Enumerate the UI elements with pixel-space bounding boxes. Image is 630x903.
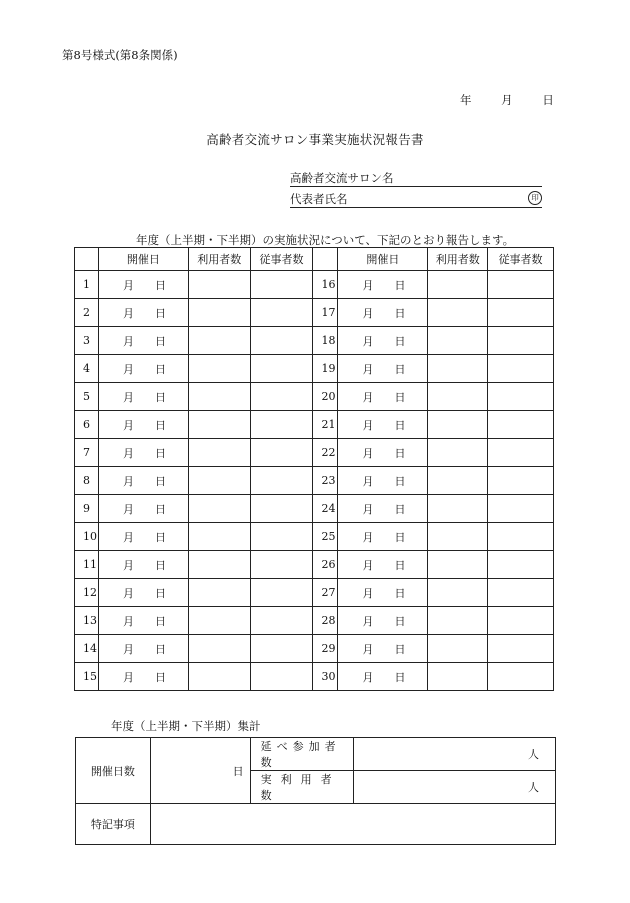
date-cell[interactable] — [338, 439, 428, 467]
month-mark: 月 — [122, 334, 134, 348]
row-number: 16 — [313, 271, 338, 299]
staff-cell[interactable] — [488, 271, 554, 299]
total-participants-label: 延べ参加者数 — [250, 738, 354, 771]
date-cell[interactable] — [98, 383, 188, 411]
staff-cell[interactable] — [488, 607, 554, 635]
month-mark: 月 — [362, 446, 374, 460]
header-blank — [75, 248, 99, 271]
users-cell[interactable] — [188, 271, 250, 299]
report-table-body — [75, 271, 554, 691]
day-mark: 日 — [154, 614, 166, 628]
day-mark: 日 — [154, 418, 166, 432]
day-mark: 日 — [394, 642, 406, 656]
row-number: 18 — [313, 327, 338, 355]
salon-name-field[interactable] — [290, 170, 542, 187]
day-mark: 日 — [154, 474, 166, 488]
date-month-mark: 月 — [501, 93, 513, 107]
date-cell[interactable] — [98, 467, 188, 495]
row-number: 5 — [75, 383, 99, 411]
date-cell[interactable] — [98, 439, 188, 467]
month-mark: 月 — [362, 586, 374, 600]
row-number: 21 — [313, 411, 338, 439]
staff-cell[interactable] — [488, 495, 554, 523]
users-cell[interactable] — [188, 607, 250, 635]
staff-cell[interactable] — [250, 663, 313, 691]
header-date: 開催日 — [98, 248, 188, 271]
person-unit: 人 — [528, 781, 539, 794]
staff-cell[interactable] — [488, 523, 554, 551]
header-staff: 従事者数 — [250, 248, 313, 271]
row-number: 25 — [313, 523, 338, 551]
staff-cell[interactable] — [250, 635, 313, 663]
report-table — [74, 247, 554, 691]
month-mark: 月 — [122, 586, 134, 600]
users-cell[interactable] — [428, 495, 488, 523]
date-cell[interactable] — [98, 607, 188, 635]
date-cell[interactable] — [338, 467, 428, 495]
submission-date — [460, 92, 554, 108]
staff-cell[interactable] — [488, 663, 554, 691]
staff-cell[interactable] — [250, 523, 313, 551]
users-cell[interactable] — [428, 383, 488, 411]
row-number: 28 — [313, 607, 338, 635]
month-mark: 月 — [362, 614, 374, 628]
staff-cell[interactable] — [488, 579, 554, 607]
staff-cell[interactable] — [250, 467, 313, 495]
users-cell[interactable] — [188, 411, 250, 439]
month-mark: 月 — [362, 418, 374, 432]
month-mark: 月 — [362, 558, 374, 572]
staff-cell[interactable] — [488, 439, 554, 467]
users-cell[interactable] — [188, 383, 250, 411]
row-number: 14 — [75, 635, 99, 663]
date-cell[interactable] — [338, 523, 428, 551]
table-row — [75, 607, 554, 635]
month-mark: 月 — [122, 306, 134, 320]
actual-users-label: 実利用者数 — [250, 771, 354, 804]
day-mark: 日 — [154, 670, 166, 684]
table-row — [75, 663, 554, 691]
date-cell[interactable] — [338, 495, 428, 523]
row-number: 8 — [75, 467, 99, 495]
row-number: 7 — [75, 439, 99, 467]
date-cell[interactable] — [98, 327, 188, 355]
date-cell[interactable] — [98, 663, 188, 691]
row-number: 13 — [75, 607, 99, 635]
staff-cell[interactable] — [488, 411, 554, 439]
users-cell[interactable] — [428, 411, 488, 439]
row-number: 2 — [75, 299, 99, 327]
row-number: 12 — [75, 579, 99, 607]
header-users: 利用者数 — [188, 248, 250, 271]
day-mark: 日 — [394, 390, 406, 404]
users-cell[interactable] — [188, 355, 250, 383]
date-cell[interactable] — [98, 495, 188, 523]
users-cell[interactable] — [428, 271, 488, 299]
month-mark: 月 — [122, 474, 134, 488]
day-mark: 日 — [154, 558, 166, 572]
users-cell[interactable] — [188, 579, 250, 607]
representative-name-field[interactable] — [290, 191, 542, 208]
row-number: 29 — [313, 635, 338, 663]
date-cell[interactable] — [98, 355, 188, 383]
date-cell[interactable] — [338, 663, 428, 691]
row-number: 26 — [313, 551, 338, 579]
staff-cell[interactable] — [488, 299, 554, 327]
users-cell[interactable] — [428, 635, 488, 663]
staff-cell[interactable] — [250, 271, 313, 299]
table-row — [75, 495, 554, 523]
users-cell[interactable] — [428, 579, 488, 607]
day-mark: 日 — [154, 586, 166, 600]
month-mark: 月 — [362, 278, 374, 292]
header-staff: 従事者数 — [488, 248, 554, 271]
users-cell[interactable] — [188, 551, 250, 579]
month-mark: 月 — [122, 642, 134, 656]
summary-label: 年度（上半期・下半期）集計 — [111, 719, 261, 733]
staff-cell[interactable] — [250, 607, 313, 635]
users-cell[interactable] — [188, 327, 250, 355]
date-cell[interactable] — [98, 635, 188, 663]
day-mark: 日 — [154, 530, 166, 544]
table-row — [75, 467, 554, 495]
date-cell[interactable] — [338, 411, 428, 439]
month-mark: 月 — [362, 390, 374, 404]
notes-label: 特記事項 — [76, 804, 151, 845]
day-mark: 日 — [154, 502, 166, 516]
users-cell[interactable] — [428, 439, 488, 467]
header-users: 利用者数 — [428, 248, 488, 271]
users-cell[interactable] — [428, 523, 488, 551]
staff-cell[interactable] — [488, 383, 554, 411]
date-cell[interactable] — [98, 299, 188, 327]
staff-cell[interactable] — [488, 355, 554, 383]
month-mark: 月 — [122, 362, 134, 376]
row-number: 23 — [313, 467, 338, 495]
row-number: 10 — [75, 523, 99, 551]
date-cell[interactable] — [338, 383, 428, 411]
date-day-mark: 日 — [542, 93, 554, 107]
representative-name-label: 代表者氏名 — [290, 192, 348, 206]
table-row — [75, 383, 554, 411]
day-mark: 日 — [394, 474, 406, 488]
month-mark: 月 — [362, 474, 374, 488]
day-mark: 日 — [394, 614, 406, 628]
users-cell[interactable] — [428, 355, 488, 383]
date-cell[interactable] — [338, 635, 428, 663]
table-row — [75, 299, 554, 327]
day-mark: 日 — [154, 306, 166, 320]
day-mark: 日 — [394, 670, 406, 684]
month-mark: 月 — [122, 390, 134, 404]
month-mark: 月 — [122, 558, 134, 572]
month-mark: 月 — [362, 642, 374, 656]
table-row — [75, 635, 554, 663]
date-cell[interactable] — [338, 327, 428, 355]
month-mark: 月 — [122, 418, 134, 432]
day-mark: 日 — [394, 278, 406, 292]
date-year-mark: 年 — [460, 93, 472, 107]
day-mark: 日 — [394, 502, 406, 516]
month-mark: 月 — [122, 278, 134, 292]
staff-cell[interactable] — [250, 495, 313, 523]
month-mark: 月 — [122, 446, 134, 460]
day-mark: 日 — [394, 362, 406, 376]
days-label: 開催日数 — [76, 738, 151, 804]
day-mark: 日 — [394, 558, 406, 572]
staff-cell[interactable] — [250, 383, 313, 411]
staff-cell[interactable] — [488, 327, 554, 355]
month-mark: 月 — [122, 614, 134, 628]
date-cell[interactable] — [338, 607, 428, 635]
month-mark: 月 — [362, 530, 374, 544]
users-cell[interactable] — [188, 635, 250, 663]
row-number: 17 — [313, 299, 338, 327]
table-row — [75, 579, 554, 607]
day-mark: 日 — [154, 642, 166, 656]
users-cell[interactable] — [188, 467, 250, 495]
summary-table — [75, 737, 556, 845]
month-mark: 月 — [362, 670, 374, 684]
month-mark: 月 — [122, 530, 134, 544]
table-row — [75, 355, 554, 383]
report-table-header — [75, 248, 554, 271]
date-cell[interactable] — [98, 271, 188, 299]
header-blank — [313, 248, 338, 271]
actual-users-field[interactable] — [354, 771, 556, 804]
staff-cell[interactable] — [488, 551, 554, 579]
users-cell[interactable] — [188, 523, 250, 551]
date-cell[interactable] — [338, 551, 428, 579]
staff-cell[interactable] — [250, 439, 313, 467]
users-cell[interactable] — [428, 551, 488, 579]
header-date: 開催日 — [338, 248, 428, 271]
staff-cell[interactable] — [250, 299, 313, 327]
day-mark: 日 — [154, 362, 166, 376]
day-mark: 日 — [394, 418, 406, 432]
row-number: 4 — [75, 355, 99, 383]
day-mark: 日 — [394, 306, 406, 320]
row-number: 30 — [313, 663, 338, 691]
users-cell[interactable] — [428, 327, 488, 355]
users-cell[interactable] — [188, 495, 250, 523]
day-mark: 日 — [154, 278, 166, 292]
days-field[interactable] — [150, 738, 250, 804]
document-title: 高齢者交流サロン事業実施状況報告書 — [206, 132, 424, 147]
date-cell[interactable] — [98, 523, 188, 551]
day-mark: 日 — [154, 334, 166, 348]
row-number: 19 — [313, 355, 338, 383]
form-number: 第8号様式(第8条関係) — [62, 48, 178, 62]
table-row — [75, 551, 554, 579]
person-unit: 人 — [528, 748, 539, 761]
salon-name-label: 高齢者交流サロン名 — [290, 171, 394, 185]
day-mark: 日 — [154, 390, 166, 404]
date-cell[interactable] — [98, 551, 188, 579]
date-cell[interactable] — [338, 355, 428, 383]
month-mark: 月 — [362, 362, 374, 376]
staff-cell[interactable] — [488, 467, 554, 495]
users-cell[interactable] — [188, 663, 250, 691]
users-cell[interactable] — [188, 299, 250, 327]
row-number: 3 — [75, 327, 99, 355]
row-number: 27 — [313, 579, 338, 607]
month-mark: 月 — [362, 306, 374, 320]
day-mark: 日 — [394, 446, 406, 460]
day-mark: 日 — [154, 446, 166, 460]
intro-text: 年度（上半期・下半期）の実施状況について、下記のとおり報告します。 — [136, 233, 515, 247]
row-number: 22 — [313, 439, 338, 467]
users-cell[interactable] — [428, 467, 488, 495]
date-cell[interactable] — [338, 579, 428, 607]
date-cell[interactable] — [98, 411, 188, 439]
staff-cell[interactable] — [488, 635, 554, 663]
row-number: 6 — [75, 411, 99, 439]
staff-cell[interactable] — [250, 355, 313, 383]
day-unit: 日 — [232, 764, 244, 778]
row-number: 11 — [75, 551, 99, 579]
day-mark: 日 — [394, 586, 406, 600]
day-mark: 日 — [394, 334, 406, 348]
date-cell[interactable] — [338, 271, 428, 299]
users-cell[interactable] — [188, 439, 250, 467]
date-cell[interactable] — [98, 579, 188, 607]
month-mark: 月 — [122, 670, 134, 684]
row-number: 9 — [75, 495, 99, 523]
table-row — [75, 523, 554, 551]
staff-cell[interactable] — [250, 579, 313, 607]
total-participants-field[interactable] — [354, 738, 556, 771]
users-cell[interactable] — [428, 299, 488, 327]
row-number: 15 — [75, 663, 99, 691]
month-mark: 月 — [362, 334, 374, 348]
staff-cell[interactable] — [250, 551, 313, 579]
seal-icon: 印 — [528, 191, 542, 205]
table-row — [75, 439, 554, 467]
notes-field[interactable] — [150, 804, 555, 845]
row-number: 1 — [75, 271, 99, 299]
month-mark: 月 — [122, 502, 134, 516]
table-row — [75, 271, 554, 299]
staff-cell[interactable] — [250, 411, 313, 439]
date-cell[interactable] — [338, 299, 428, 327]
table-row — [75, 327, 554, 355]
row-number: 24 — [313, 495, 338, 523]
users-cell[interactable] — [428, 607, 488, 635]
table-row — [75, 411, 554, 439]
staff-cell[interactable] — [250, 327, 313, 355]
month-mark: 月 — [362, 502, 374, 516]
row-number: 20 — [313, 383, 338, 411]
users-cell[interactable] — [428, 663, 488, 691]
day-mark: 日 — [394, 530, 406, 544]
